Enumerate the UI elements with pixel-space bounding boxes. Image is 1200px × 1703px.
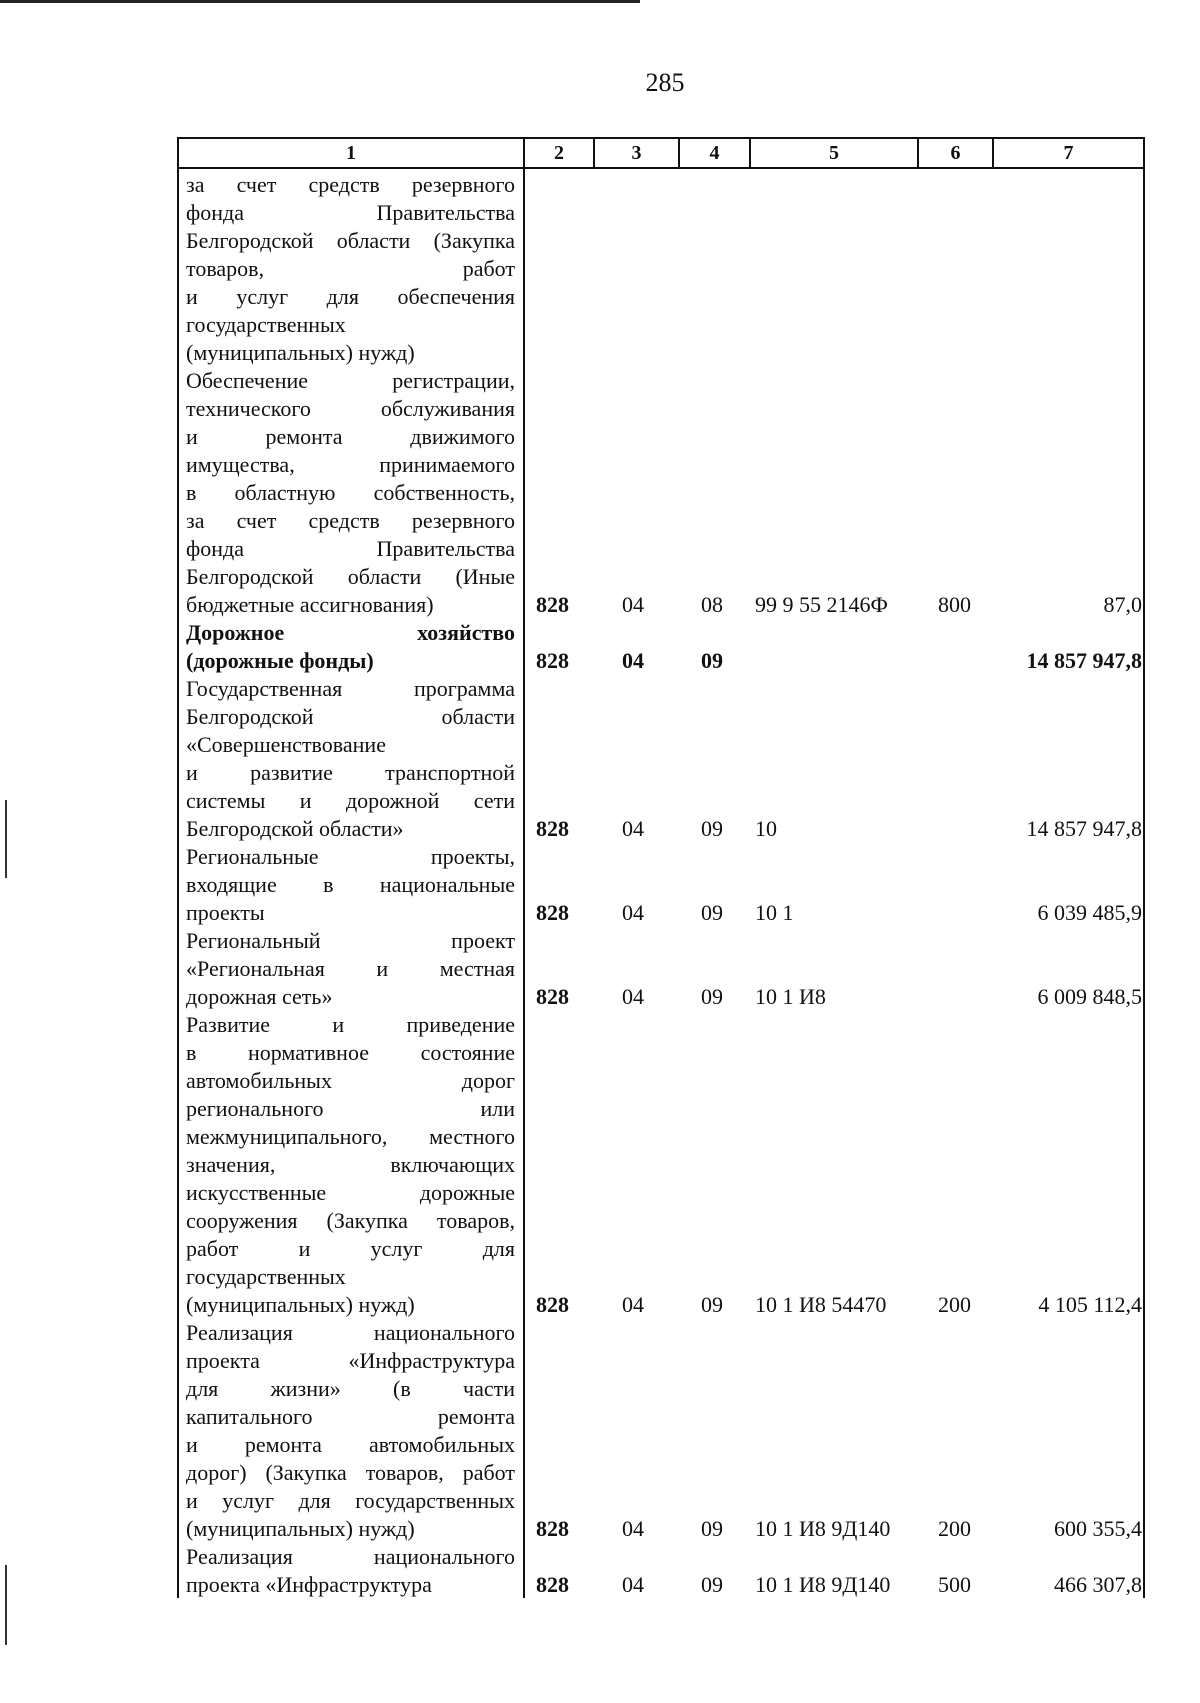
row-9-description xyxy=(186,1543,515,1599)
row-2-amount-col-7: 87,0 xyxy=(1103,592,1142,617)
header-cell-6: 6 xyxy=(919,139,994,167)
row-9-code-col-5: 10 1 И8 9Д140 xyxy=(755,1572,891,1597)
description-line: Государственная программа xyxy=(186,676,515,701)
row-2-description xyxy=(186,367,515,619)
description-line: (муниципальных) нужд) xyxy=(186,1516,415,1541)
description-line: за счет средств резервного xyxy=(186,508,515,533)
row-7-amount-col-7: 4 105 112,4 xyxy=(1038,1292,1142,1317)
description-line: в нормативное состояние xyxy=(186,1040,515,1065)
row-6-code-col-2: 828 xyxy=(536,984,569,1009)
description-line: искусственные дорожные xyxy=(186,1180,515,1205)
description-line: (муниципальных) нужд) xyxy=(186,340,415,365)
row-4-code-col-5: 10 xyxy=(755,816,777,841)
row-7-code-col-2: 828 xyxy=(536,1292,569,1317)
row-4-code-col-4: 09 xyxy=(701,816,723,841)
description-line: товаров, работ xyxy=(186,256,515,281)
row-8-code-col-2: 828 xyxy=(536,1516,569,1541)
row-3-code-col-4: 09 xyxy=(701,648,723,673)
description-line: и развитие транспортной xyxy=(186,760,515,785)
description-line: фонда Правительства xyxy=(186,200,515,225)
row-8-amount-col-7: 600 355,4 xyxy=(1054,1516,1142,1541)
description-line: Развитие и приведение xyxy=(186,1012,515,1037)
description-line: (дорожные фонды) xyxy=(186,648,374,673)
table-header-row xyxy=(177,137,1145,169)
description-line: и ремонта автомобильных xyxy=(186,1432,515,1457)
description-line: Белгородской области xyxy=(186,704,515,729)
row-3-description xyxy=(186,619,515,675)
description-line: фонда Правительства xyxy=(186,536,515,561)
row-4-code-col-3: 04 xyxy=(622,816,644,841)
row-1-description xyxy=(186,171,515,367)
description-line: Обеспечение регистрации, xyxy=(186,368,515,393)
description-line: бюджетные ассигнования) xyxy=(186,592,434,617)
description-line: для жизни» (в части xyxy=(186,1376,515,1401)
row-8-code-col-4: 09 xyxy=(701,1516,723,1541)
row-7-code-col-6: 200 xyxy=(938,1292,971,1317)
row-9-code-col-4: 09 xyxy=(701,1572,723,1597)
row-8-description xyxy=(186,1319,515,1543)
description-line: государственных xyxy=(186,312,346,337)
description-line: (муниципальных) нужд) xyxy=(186,1292,415,1317)
row-9-code-col-2: 828 xyxy=(536,1572,569,1597)
row-4-description xyxy=(186,675,515,843)
description-line: имущества, принимаемого xyxy=(186,452,515,477)
row-8-code-col-6: 200 xyxy=(938,1516,971,1541)
margin-scan-mark xyxy=(5,800,7,878)
description-line: автомобильных дорог xyxy=(186,1068,515,1093)
description-line: государственных xyxy=(186,1264,346,1289)
description-line: «Региональная и местная xyxy=(186,956,515,981)
row-3-code-col-3: 04 xyxy=(622,648,644,673)
description-line: межмуниципального, местного xyxy=(186,1124,515,1149)
description-line: проекта «Инфраструктура xyxy=(186,1572,432,1597)
row-6-description xyxy=(186,927,515,1011)
description-line: системы и дорожной сети xyxy=(186,788,515,813)
description-line: Белгородской области» xyxy=(186,816,404,841)
description-line: регионального или xyxy=(186,1096,515,1121)
description-line: значения, включающих xyxy=(186,1152,515,1177)
description-line: Региональный проект xyxy=(186,928,515,953)
row-2-code-col-6: 800 xyxy=(938,592,971,617)
row-6-code-col-5: 10 1 И8 xyxy=(755,984,826,1009)
row-8-code-col-3: 04 xyxy=(622,1516,644,1541)
description-line: за счет средств резервного xyxy=(186,172,515,197)
description-line: входящие в национальные xyxy=(186,872,515,897)
header-cell-2: 2 xyxy=(525,139,595,167)
description-line: и услуг для государственных xyxy=(186,1488,515,1513)
row-5-code-col-3: 04 xyxy=(622,900,644,925)
row-6-code-col-3: 04 xyxy=(622,984,644,1009)
description-line: Дорожное хозяйство xyxy=(186,620,515,645)
description-line: дорожная сеть» xyxy=(186,984,333,1009)
description-line: и услуг для обеспечения xyxy=(186,284,515,309)
description-line: в областную собственность, xyxy=(186,480,515,505)
row-9-code-col-6: 500 xyxy=(938,1572,971,1597)
row-7-description xyxy=(186,1011,515,1319)
row-6-amount-col-7: 6 009 848,5 xyxy=(1037,984,1142,1009)
row-2-code-col-2: 828 xyxy=(536,592,569,617)
description-line: «Совершенствование xyxy=(186,732,386,757)
description-line: Региональные проекты, xyxy=(186,844,515,869)
row-3-code-col-2: 828 xyxy=(536,648,569,673)
description-line: дорог) (Закупка товаров, работ xyxy=(186,1460,515,1485)
header-cell-3: 3 xyxy=(595,139,680,167)
row-7-code-col-5: 10 1 И8 54470 xyxy=(755,1292,887,1317)
row-6-code-col-4: 09 xyxy=(701,984,723,1009)
header-cell-4: 4 xyxy=(680,139,751,167)
row-2-code-col-4: 08 xyxy=(701,592,723,617)
row-5-code-col-5: 10 1 xyxy=(755,900,794,925)
row-8-code-col-5: 10 1 И8 9Д140 xyxy=(755,1516,891,1541)
description-line: технического обслуживания xyxy=(186,396,515,421)
description-line: капитального ремонта xyxy=(186,1404,515,1429)
margin-scan-mark xyxy=(5,1565,7,1645)
column-divider-1 xyxy=(523,137,525,1598)
description-line: и ремонта движимого xyxy=(186,424,515,449)
row-4-amount-col-7: 14 857 947,8 xyxy=(1026,816,1142,841)
description-line: Белгородской области (Закупка xyxy=(186,228,515,253)
description-line: сооружения (Закупка товаров, xyxy=(186,1208,515,1233)
row-5-description xyxy=(186,843,515,927)
description-line: Реализация национального xyxy=(186,1320,515,1345)
row-5-code-col-2: 828 xyxy=(536,900,569,925)
row-9-code-col-3: 04 xyxy=(622,1572,644,1597)
description-line: проекта «Инфраструктура xyxy=(186,1348,515,1373)
top-scan-rule xyxy=(0,0,640,3)
row-9-amount-col-7: 466 307,8 xyxy=(1054,1572,1142,1597)
description-line: проекты xyxy=(186,900,265,925)
row-7-code-col-4: 09 xyxy=(701,1292,723,1317)
row-7-code-col-3: 04 xyxy=(622,1292,644,1317)
row-5-amount-col-7: 6 039 485,9 xyxy=(1037,900,1142,925)
row-2-code-col-3: 04 xyxy=(622,592,644,617)
row-2-code-col-5: 99 9 55 2146Ф xyxy=(755,592,888,617)
row-4-code-col-2: 828 xyxy=(536,816,569,841)
page-number: 285 xyxy=(645,68,685,97)
description-line: Белгородской области (Иные xyxy=(186,564,515,589)
description-line: работ и услуг для xyxy=(186,1236,515,1261)
header-cell-7: 7 xyxy=(1063,142,1074,164)
header-cell-5: 5 xyxy=(751,139,919,167)
header-cell-1: 1 xyxy=(179,139,525,167)
row-5-code-col-4: 09 xyxy=(701,900,723,925)
row-3-amount-col-7: 14 857 947,8 xyxy=(1026,648,1142,673)
description-line: Реализация национального xyxy=(186,1544,515,1569)
